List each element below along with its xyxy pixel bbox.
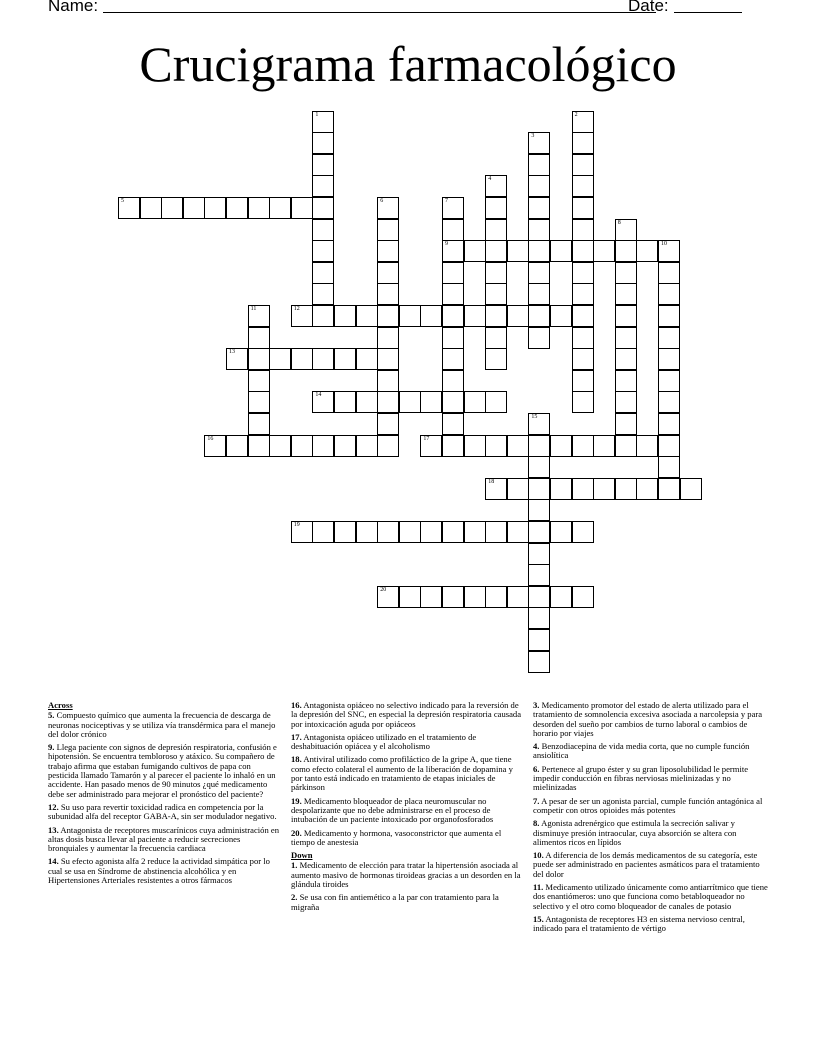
crossword-cell[interactable] (312, 348, 334, 370)
clue-number: 2. (291, 892, 298, 903)
clue (533, 797, 771, 816)
crossword-cell[interactable] (528, 154, 550, 176)
clue-number: 12 (293, 306, 300, 312)
crossword-cell[interactable] (377, 348, 399, 370)
clue-text: A pesar de ser un agonista parcial, cumple función antagónica al competir con otros opioides más potentes (533, 795, 763, 815)
crossword-cell[interactable] (485, 219, 507, 241)
down-heading: Down (291, 850, 313, 861)
crossword-cell[interactable] (269, 435, 291, 457)
clue-text: Antagonista de receptores muscarínicos cuya administración en altas dosis busca llevar al paciente a reducir secreciones bronquiales y aumentar la frecuencia cardiaca (48, 824, 280, 854)
clue-text: Su uso para revertir toxicidad radica en competencia por la subunidad alfa del receptor GABA-A, sin ser modulador negativo. (48, 801, 277, 822)
crossword-cell[interactable] (312, 435, 334, 457)
crossword-cell[interactable] (291, 521, 313, 543)
crossword-cell[interactable] (528, 175, 550, 197)
date-field[interactable] (674, 12, 742, 13)
crossword-cell[interactable] (442, 391, 464, 413)
crossword-cell[interactable] (528, 586, 550, 608)
clue-number: 2 (574, 111, 578, 118)
crossword-cell[interactable] (161, 197, 183, 219)
crossword-cell[interactable] (658, 370, 680, 392)
crossword-cell[interactable] (442, 262, 464, 284)
crossword-cell[interactable] (334, 305, 356, 327)
crossword-cell[interactable] (312, 111, 334, 133)
clue-text: Medicamento de elección para tratar la hipertensión asociada al aumento masivo de hormonas tiroideas gracias a un desorden en la glándula tiroides (291, 860, 521, 890)
clue (291, 861, 523, 889)
crossword-cell[interactable] (356, 435, 378, 457)
clue-text: Compuesto químico que aumenta la frecuencia de descarga de neuronas nociceptivas y se utiliza vía transdérmica para el manejo del dolor crónico (48, 710, 276, 739)
crossword-cell[interactable] (399, 391, 421, 413)
clue (533, 701, 771, 738)
crossword-cell[interactable] (528, 327, 550, 349)
header (48, 0, 748, 20)
clue-number: 13. (48, 824, 59, 835)
crossword-cell[interactable] (226, 435, 248, 457)
crossword-cell[interactable] (442, 219, 464, 241)
crossword-cell[interactable] (312, 132, 334, 154)
clue-number: 10. (533, 850, 544, 861)
crossword-cell[interactable] (442, 413, 464, 435)
clue-number: 3 (531, 133, 535, 140)
crossword-cell[interactable] (377, 327, 399, 349)
clue-number: 16. (291, 700, 302, 710)
clue (291, 755, 523, 792)
crossword-cell[interactable] (485, 240, 507, 262)
clue (533, 915, 771, 934)
clue-number: 7. (533, 795, 540, 806)
crossword-cell[interactable] (312, 391, 334, 413)
crossword-cell[interactable] (680, 478, 702, 500)
crossword-cell[interactable] (528, 564, 550, 586)
crossword-cell[interactable] (572, 132, 594, 154)
clue-number: 19 (293, 522, 300, 528)
crossword-cell[interactable] (377, 197, 399, 219)
crossword-cell[interactable] (485, 283, 507, 305)
crossword-cell[interactable] (464, 305, 486, 327)
crossword-cell[interactable] (442, 197, 464, 219)
clue-number: 20 (380, 586, 387, 593)
clue-number: 14 (315, 392, 322, 399)
crossword-cell[interactable] (593, 240, 615, 262)
crossword-cell[interactable] (464, 391, 486, 413)
crossword-cell[interactable] (658, 413, 680, 435)
clue-text: Se usa con fin antiemético a la par con tratamiento para la migraña (291, 892, 499, 912)
crossword-cell[interactable] (442, 327, 464, 349)
clue-text: Llega paciente con signos de depresión respiratoria, confusión e hipotensión. Se encuentra tembloroso y atáxico. Su compañero de trabajo afirma que estaban fumigando cultivos de papa con pesticida llamado Tamarón y al parecer el paciente lo inhaló en un accidente. Han pasado menos de 90 minutos ¿qué medicamento debe ser administrado para mejorar el pronóstico del paciente? (48, 742, 277, 799)
crossword-cell[interactable] (312, 219, 334, 241)
crossword-cell[interactable] (485, 175, 507, 197)
crossword-cell[interactable] (658, 391, 680, 413)
crossword-cell[interactable] (312, 262, 334, 284)
crossword-cell[interactable] (615, 219, 637, 241)
crossword-cell[interactable] (658, 327, 680, 349)
clue-number: 5 (121, 198, 124, 204)
crossword-cell[interactable] (528, 262, 550, 284)
crossword-cell[interactable] (420, 521, 442, 543)
crossword-cell[interactable] (658, 262, 680, 284)
crossword-cell[interactable] (334, 521, 356, 543)
crossword-cell[interactable] (528, 197, 550, 219)
crossword-cell[interactable] (248, 391, 270, 413)
clue-number: 18. (291, 754, 302, 765)
crossword-cell[interactable] (485, 327, 507, 349)
crossword-cell[interactable] (572, 219, 594, 241)
crossword-cell[interactable] (442, 348, 464, 370)
crossword-cell[interactable] (248, 197, 270, 219)
crossword-cell[interactable] (399, 586, 421, 608)
crossword-cell[interactable] (485, 521, 507, 543)
crossword-cell[interactable] (464, 240, 486, 262)
crossword-cell[interactable] (485, 348, 507, 370)
crossword-cell[interactable] (528, 413, 550, 435)
clue-text: Medicamento y hormona, vasoconstrictor que aumenta el tiempo de anestesia (291, 827, 502, 847)
crossword-cell[interactable] (485, 197, 507, 219)
crossword-cell[interactable] (593, 435, 615, 457)
crossword-cell[interactable] (420, 586, 442, 608)
crossword-cell[interactable] (572, 348, 594, 370)
crossword-cell[interactable] (464, 435, 486, 457)
crossword-cell[interactable] (485, 586, 507, 608)
crossword-cell[interactable] (572, 283, 594, 305)
crossword-cell[interactable] (593, 478, 615, 500)
crossword-cell[interactable] (528, 283, 550, 305)
crossword-cell[interactable] (485, 391, 507, 413)
crossword-cell[interactable] (572, 521, 594, 543)
crossword-cell[interactable] (334, 435, 356, 457)
clue-number: 4. (533, 741, 540, 752)
name-label: Name: (48, 0, 99, 15)
crossword-cell[interactable] (291, 197, 313, 219)
crossword-cell[interactable] (636, 435, 658, 457)
crossword-cell[interactable] (399, 521, 421, 543)
clue-text: Su efecto agonista alfa 2 reduce la actividad simpática por lo cual se usa en Síndrome de abstinencia alcohólica y en Hipertensiones Arteriales resistentes a otros fármacos (48, 856, 270, 886)
crossword-cell[interactable] (572, 586, 594, 608)
crossword-cell[interactable] (464, 521, 486, 543)
crossword-cell[interactable] (485, 305, 507, 327)
clue-number: 6 (380, 198, 384, 204)
across-heading: Across (48, 700, 73, 710)
clue (291, 701, 523, 729)
crossword-cell[interactable] (377, 240, 399, 262)
crossword-cell[interactable] (615, 327, 637, 349)
clue-number: 8. (533, 818, 540, 829)
crossword-cell[interactable] (377, 305, 399, 327)
crossword-cell[interactable] (377, 435, 399, 457)
clue-number: 17. (291, 731, 302, 742)
clue-number: 18 (488, 478, 495, 485)
crossword-cell[interactable] (312, 197, 334, 219)
crossword-cell[interactable] (269, 348, 291, 370)
crossword-cell[interactable] (377, 413, 399, 435)
crossword-cell[interactable] (572, 305, 594, 327)
crossword-cell[interactable] (572, 391, 594, 413)
clue (291, 829, 523, 848)
clues-column-2 (291, 701, 523, 916)
clue-number: 7 (445, 198, 448, 204)
crossword-cell[interactable] (183, 197, 205, 219)
clue-number: 3. (533, 700, 540, 710)
crossword-cell[interactable] (442, 435, 464, 457)
crossword-cell[interactable] (658, 478, 680, 500)
crossword-cell[interactable] (615, 240, 637, 262)
crossword-cell[interactable] (572, 111, 594, 133)
clue-text: Medicamento utilizado únicamente como antiarrítmico que tiene dos enantiómeros: uno que funciona como betabloqueador no selectivo y el otro como bloqueador de canales de potasio (533, 882, 768, 911)
crossword-cell[interactable] (485, 435, 507, 457)
crossword-cell[interactable] (550, 586, 572, 608)
crossword-cell[interactable] (118, 197, 140, 219)
crossword-cell[interactable] (291, 435, 313, 457)
clue (48, 711, 282, 739)
crossword-cell[interactable] (485, 478, 507, 500)
crossword-cell[interactable] (248, 435, 270, 457)
crossword-cell[interactable] (550, 435, 572, 457)
clue (533, 819, 771, 847)
crossword-cell[interactable] (204, 197, 226, 219)
crossword-cell[interactable] (442, 586, 464, 608)
crossword-cell[interactable] (572, 154, 594, 176)
crossword-cell[interactable] (312, 154, 334, 176)
clue-number: 11 (250, 306, 257, 312)
crossword-cell[interactable] (248, 348, 270, 370)
crossword-cell[interactable] (334, 391, 356, 413)
crossword-cell[interactable] (528, 435, 550, 457)
crossword-cell[interactable] (615, 478, 637, 500)
crossword-cell[interactable] (528, 521, 550, 543)
crossword-cell[interactable] (615, 348, 637, 370)
clue-number: 12. (48, 801, 59, 812)
crossword-cell[interactable] (615, 283, 637, 305)
crossword-cell[interactable] (464, 586, 486, 608)
clue-text: Agonista adrenérgico que estimula la secreción salivar y disminuye presión intraocular, cuya absorción se altera con alimentos ricos en lípidos (533, 818, 737, 847)
clue-number: 9. (48, 742, 55, 753)
crossword-cell[interactable] (377, 283, 399, 305)
clue (291, 733, 523, 752)
clue-number: 9 (445, 241, 448, 248)
crossword-cell[interactable] (507, 240, 529, 262)
crossword-cell[interactable] (658, 348, 680, 370)
clue-number: 6. (533, 763, 540, 774)
crossword-cell[interactable] (377, 521, 399, 543)
clue (291, 797, 523, 825)
crossword-cell[interactable] (248, 305, 270, 327)
crossword-cell[interactable] (356, 305, 378, 327)
crossword-cell[interactable] (572, 240, 594, 262)
clue-number: 13 (229, 349, 235, 356)
crossword-cell[interactable] (226, 197, 248, 219)
clue-text: Antagonista opiáceo utilizado en el tratamiento de deshabituación opiácea y el alcoholismo (291, 731, 477, 752)
clue-text: Pertenece al grupo éster y su gran liposolubilidad le permite impedir conducción en fibras nerviosas mielinizadas y no mielinizadas (533, 763, 749, 793)
crossword-cell[interactable] (572, 370, 594, 392)
crossword-cell[interactable] (312, 283, 334, 305)
name-field[interactable] (103, 12, 656, 13)
crossword-cell[interactable] (356, 391, 378, 413)
crossword-cell[interactable] (528, 456, 550, 478)
clue-number: 16 (207, 435, 214, 442)
crossword-cell[interactable] (248, 327, 270, 349)
crossword-cell[interactable] (572, 262, 594, 284)
crossword-cell[interactable] (528, 240, 550, 262)
crossword-cell[interactable] (420, 305, 442, 327)
crossword-cell[interactable] (615, 435, 637, 457)
crossword-cell[interactable] (356, 521, 378, 543)
crossword-cell[interactable] (442, 283, 464, 305)
clue-text: Antagonista de receptores H3 en sistema nervioso central, indicado para el tratamiento de vértigo (533, 913, 745, 934)
crossword-cell[interactable] (140, 197, 162, 219)
clue-number: 15 (531, 414, 538, 420)
clue (533, 851, 771, 879)
crossword-cell[interactable] (377, 370, 399, 392)
clue-text: Antiviral utilizado como profiláctico de la gripe A, que tiene como efecto colateral el aumento de la liberación de dopamina y por tanto está indicado en tratamiento de etapas iniciales de párkinson (291, 754, 513, 793)
date-label: Date: (628, 0, 669, 15)
crossword-cell[interactable] (377, 391, 399, 413)
page-title: Crucigrama farmacológico (139, 36, 677, 92)
crossword-cell[interactable] (312, 175, 334, 197)
clue-number: 8 (617, 219, 621, 226)
crossword-cell[interactable] (550, 478, 572, 500)
crossword-cell[interactable] (528, 607, 550, 629)
clue-text: Benzodiacepina de vida media corta, que no cumple función ansiolítica (533, 741, 750, 761)
crossword-cell[interactable] (442, 521, 464, 543)
clue-number: 14. (48, 856, 59, 867)
crossword-cell[interactable] (636, 240, 658, 262)
clue (533, 742, 771, 761)
clue-number: 4 (488, 176, 492, 183)
crossword-cell[interactable] (356, 348, 378, 370)
crossword-cell[interactable] (226, 348, 248, 370)
crossword-cell[interactable] (377, 262, 399, 284)
crossword-cell[interactable] (528, 651, 550, 673)
clue-text: Antagonista opiáceo no selectivo indicado para la reversión de la depresión del SNC, en especial la depresión respiratoria causada por intoxicación aguda por opiáceos (291, 700, 522, 729)
crossword-cell[interactable] (658, 283, 680, 305)
clue-number: 20. (291, 827, 302, 838)
crossword-cell[interactable] (550, 305, 572, 327)
crossword-cell[interactable] (399, 305, 421, 327)
crossword-cell[interactable] (572, 197, 594, 219)
crossword-cell[interactable] (528, 219, 550, 241)
crossword-cell[interactable] (377, 219, 399, 241)
clue-text: A diferencia de los demás medicamentos de su categoría, este puede ser administrado en pacientes asmáticos para el tratamiento del dolor (533, 850, 760, 879)
clue-number: 11. (533, 882, 544, 893)
crossword-cell[interactable] (615, 370, 637, 392)
crossword-cell[interactable] (615, 305, 637, 327)
crossword-cell[interactable] (572, 327, 594, 349)
crossword-cell[interactable] (420, 391, 442, 413)
crossword-cell[interactable] (507, 521, 529, 543)
crossword-cell[interactable] (312, 521, 334, 543)
crossword-cell[interactable] (572, 175, 594, 197)
crossword-cell[interactable] (528, 132, 550, 154)
clue (48, 857, 282, 885)
clue-number: 1. (291, 860, 298, 871)
crossword-cell[interactable] (312, 240, 334, 262)
clue (291, 893, 523, 912)
crossword-cell[interactable] (204, 435, 226, 457)
crossword-cell[interactable] (528, 478, 550, 500)
crossword-cell[interactable] (291, 305, 313, 327)
clue-number: 19. (291, 795, 302, 806)
crossword-cell[interactable] (248, 413, 270, 435)
crossword-cell[interactable] (572, 478, 594, 500)
clue (48, 803, 282, 822)
crossword-cell[interactable] (615, 413, 637, 435)
clue-number: 15. (533, 913, 544, 924)
crossword-cell[interactable] (485, 262, 507, 284)
crossword-cell[interactable] (636, 478, 658, 500)
crossword-cell[interactable] (507, 586, 529, 608)
crossword-cell[interactable] (507, 478, 529, 500)
crossword-cell[interactable] (507, 305, 529, 327)
crossword-cell[interactable] (615, 391, 637, 413)
crossword-cell[interactable] (658, 456, 680, 478)
crossword-cell[interactable] (269, 197, 291, 219)
crossword-cell[interactable] (615, 262, 637, 284)
clue (533, 765, 771, 793)
clue-text: Medicamento promotor del estado de alerta utilizado para el tratamiento de somnolencia excesiva asociada a narcolepsia y para desorden del sueño por cambios de turno laboral o cambios de horario por viajes (533, 700, 763, 738)
clue-number: 10 (661, 241, 667, 248)
crossword-cell[interactable] (442, 370, 464, 392)
crossword-cell[interactable] (658, 435, 680, 457)
crossword-cell[interactable] (442, 305, 464, 327)
clue-number: 5. (48, 710, 55, 721)
crossword-cell[interactable] (420, 435, 442, 457)
clue (533, 883, 771, 911)
crossword-cell[interactable] (572, 435, 594, 457)
crossword-cell[interactable] (658, 240, 680, 262)
crossword-cell[interactable] (442, 240, 464, 262)
crossword-cell[interactable] (528, 499, 550, 521)
crossword-cell[interactable] (507, 435, 529, 457)
crossword-cell[interactable] (334, 348, 356, 370)
crossword-cell[interactable] (658, 305, 680, 327)
clue-number: 17 (423, 435, 430, 442)
crossword-cell[interactable] (528, 629, 550, 651)
clues-column-1 (48, 701, 282, 889)
crossword-cell[interactable] (550, 521, 572, 543)
crossword-cell[interactable] (248, 370, 270, 392)
clue-text: Medicamento bloqueador de placa neuromuscular no despolarizante que no debe administrarse en el proceso de intubación de un paciente intoxicado por organofosforados (291, 795, 494, 825)
clues-column-3 (533, 701, 771, 938)
clue-number: 1 (315, 111, 319, 118)
crossword-cell[interactable] (291, 348, 313, 370)
crossword-cell[interactable] (312, 305, 334, 327)
crossword-cell[interactable] (528, 543, 550, 565)
crossword-cell[interactable] (528, 305, 550, 327)
crossword-cell[interactable] (377, 586, 399, 608)
crossword-cell[interactable] (550, 240, 572, 262)
clue (48, 743, 282, 799)
clue (48, 826, 282, 854)
